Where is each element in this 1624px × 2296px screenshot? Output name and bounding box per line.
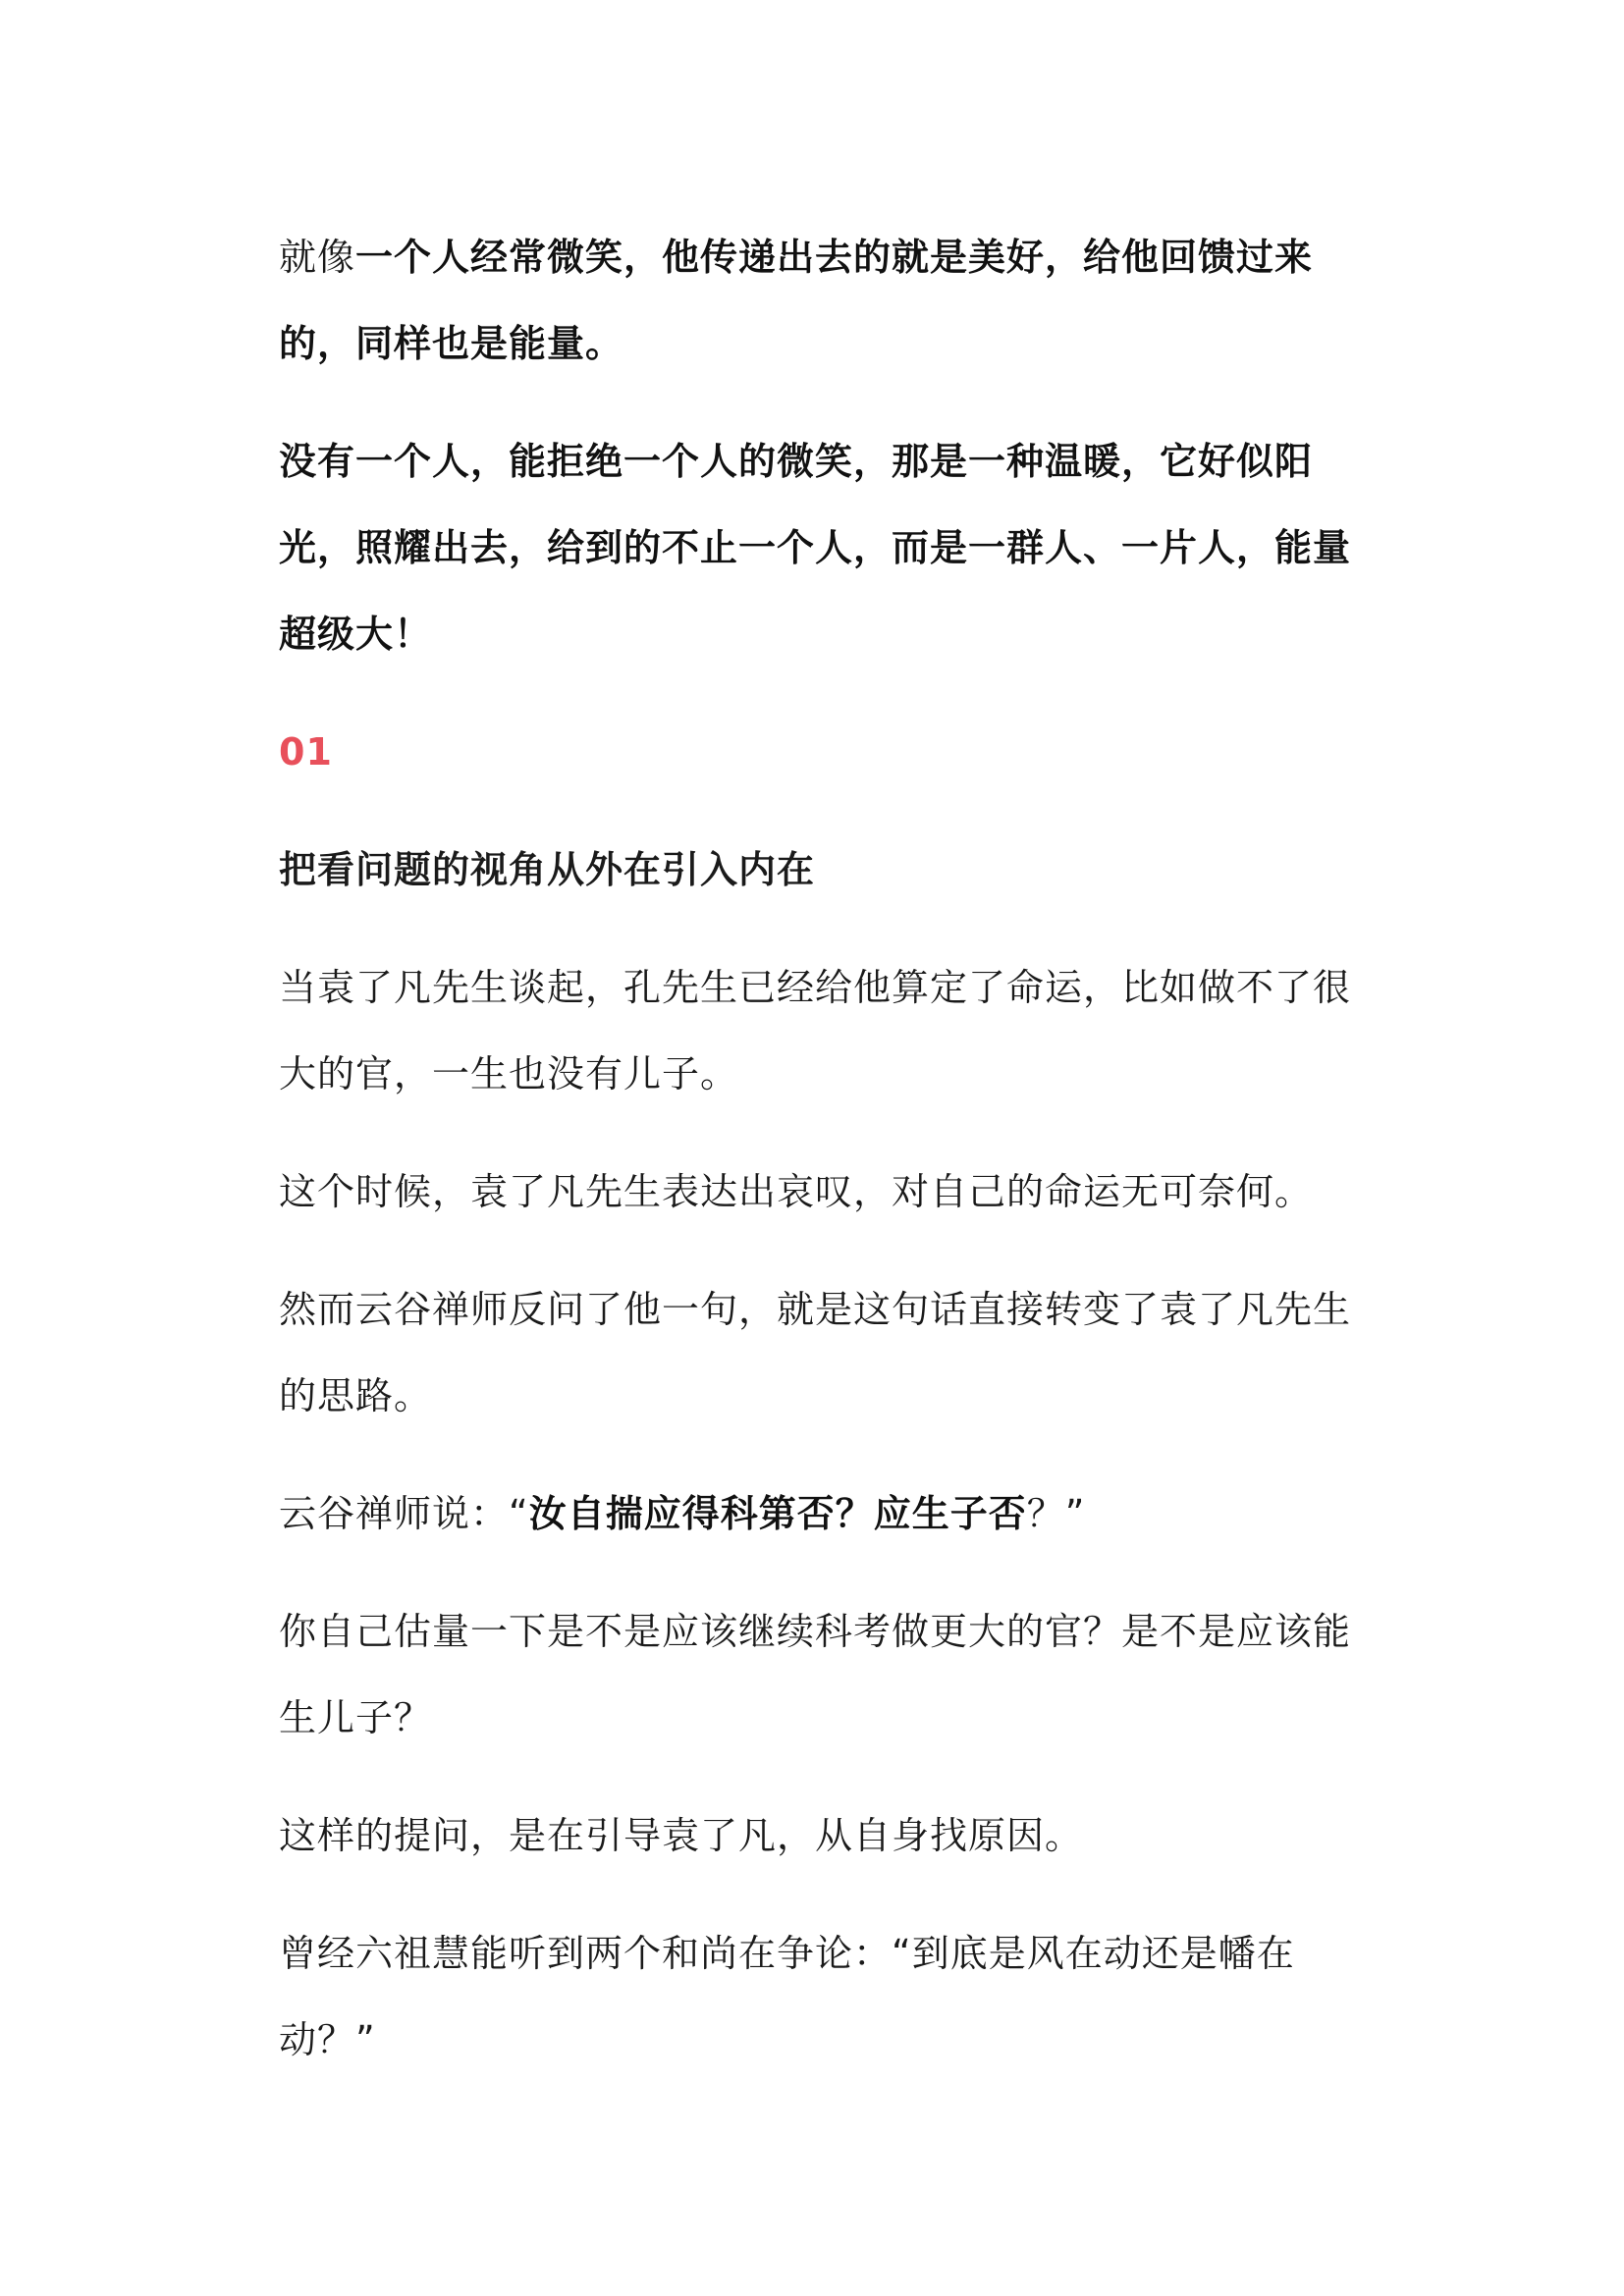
section-number-text: 01 xyxy=(279,730,333,774)
paragraph-explanation: 你自己估量一下是不是应该继续科考做更大的官？是不是应该能生儿子？ xyxy=(279,1610,1352,1739)
section-number xyxy=(279,709,1359,795)
paragraph-guidance: 这样的提问，是在引导袁了凡，从自身找原因。 xyxy=(279,1814,1084,1857)
quote-bold-text: 汝自揣应得科第否？应生子否 xyxy=(528,1492,1027,1535)
paragraph-fate: 当袁了凡先生谈起，孔先生已经给他算定了命运，比如做不了很大的官，一生也没有儿子。 xyxy=(279,966,1352,1095)
section-title: 把看问题的视角从外在引入内在 xyxy=(279,848,816,891)
paragraph-smile xyxy=(279,214,1359,387)
paragraph-lament: 这个时候，袁了凡先生表达出哀叹，对自己的命运无可奈何。 xyxy=(279,1170,1314,1213)
paragraph-bold-text: 一个人经常微笑，他传递出去的就是美好，给他回馈过来的，同样也是能量。 xyxy=(279,236,1314,365)
paragraph-warmth: 没有一个人，能拒绝一个人的微笑，那是一种温暖，它好似阳光，照耀出去，给到的不止一个人，而是一群人、一片人，能量超级大！ xyxy=(279,440,1352,656)
paragraph-quote xyxy=(279,1470,1359,1557)
article-body xyxy=(279,214,1359,2114)
paragraph-question: 然而云谷禅师反问了他一句，就是这句话直接转变了袁了凡先生的思路。 xyxy=(279,1288,1352,1417)
paragraph-lead-text: 就像 xyxy=(279,236,356,279)
quote-tail-text: ？” xyxy=(1026,1492,1086,1535)
quote-lead-text: 云谷禅师说：“ xyxy=(279,1492,529,1535)
paragraph-huineng: 曾经六祖慧能听到两个和尚在争论：“到底是风在动还是幡在动？” xyxy=(279,1932,1295,2061)
